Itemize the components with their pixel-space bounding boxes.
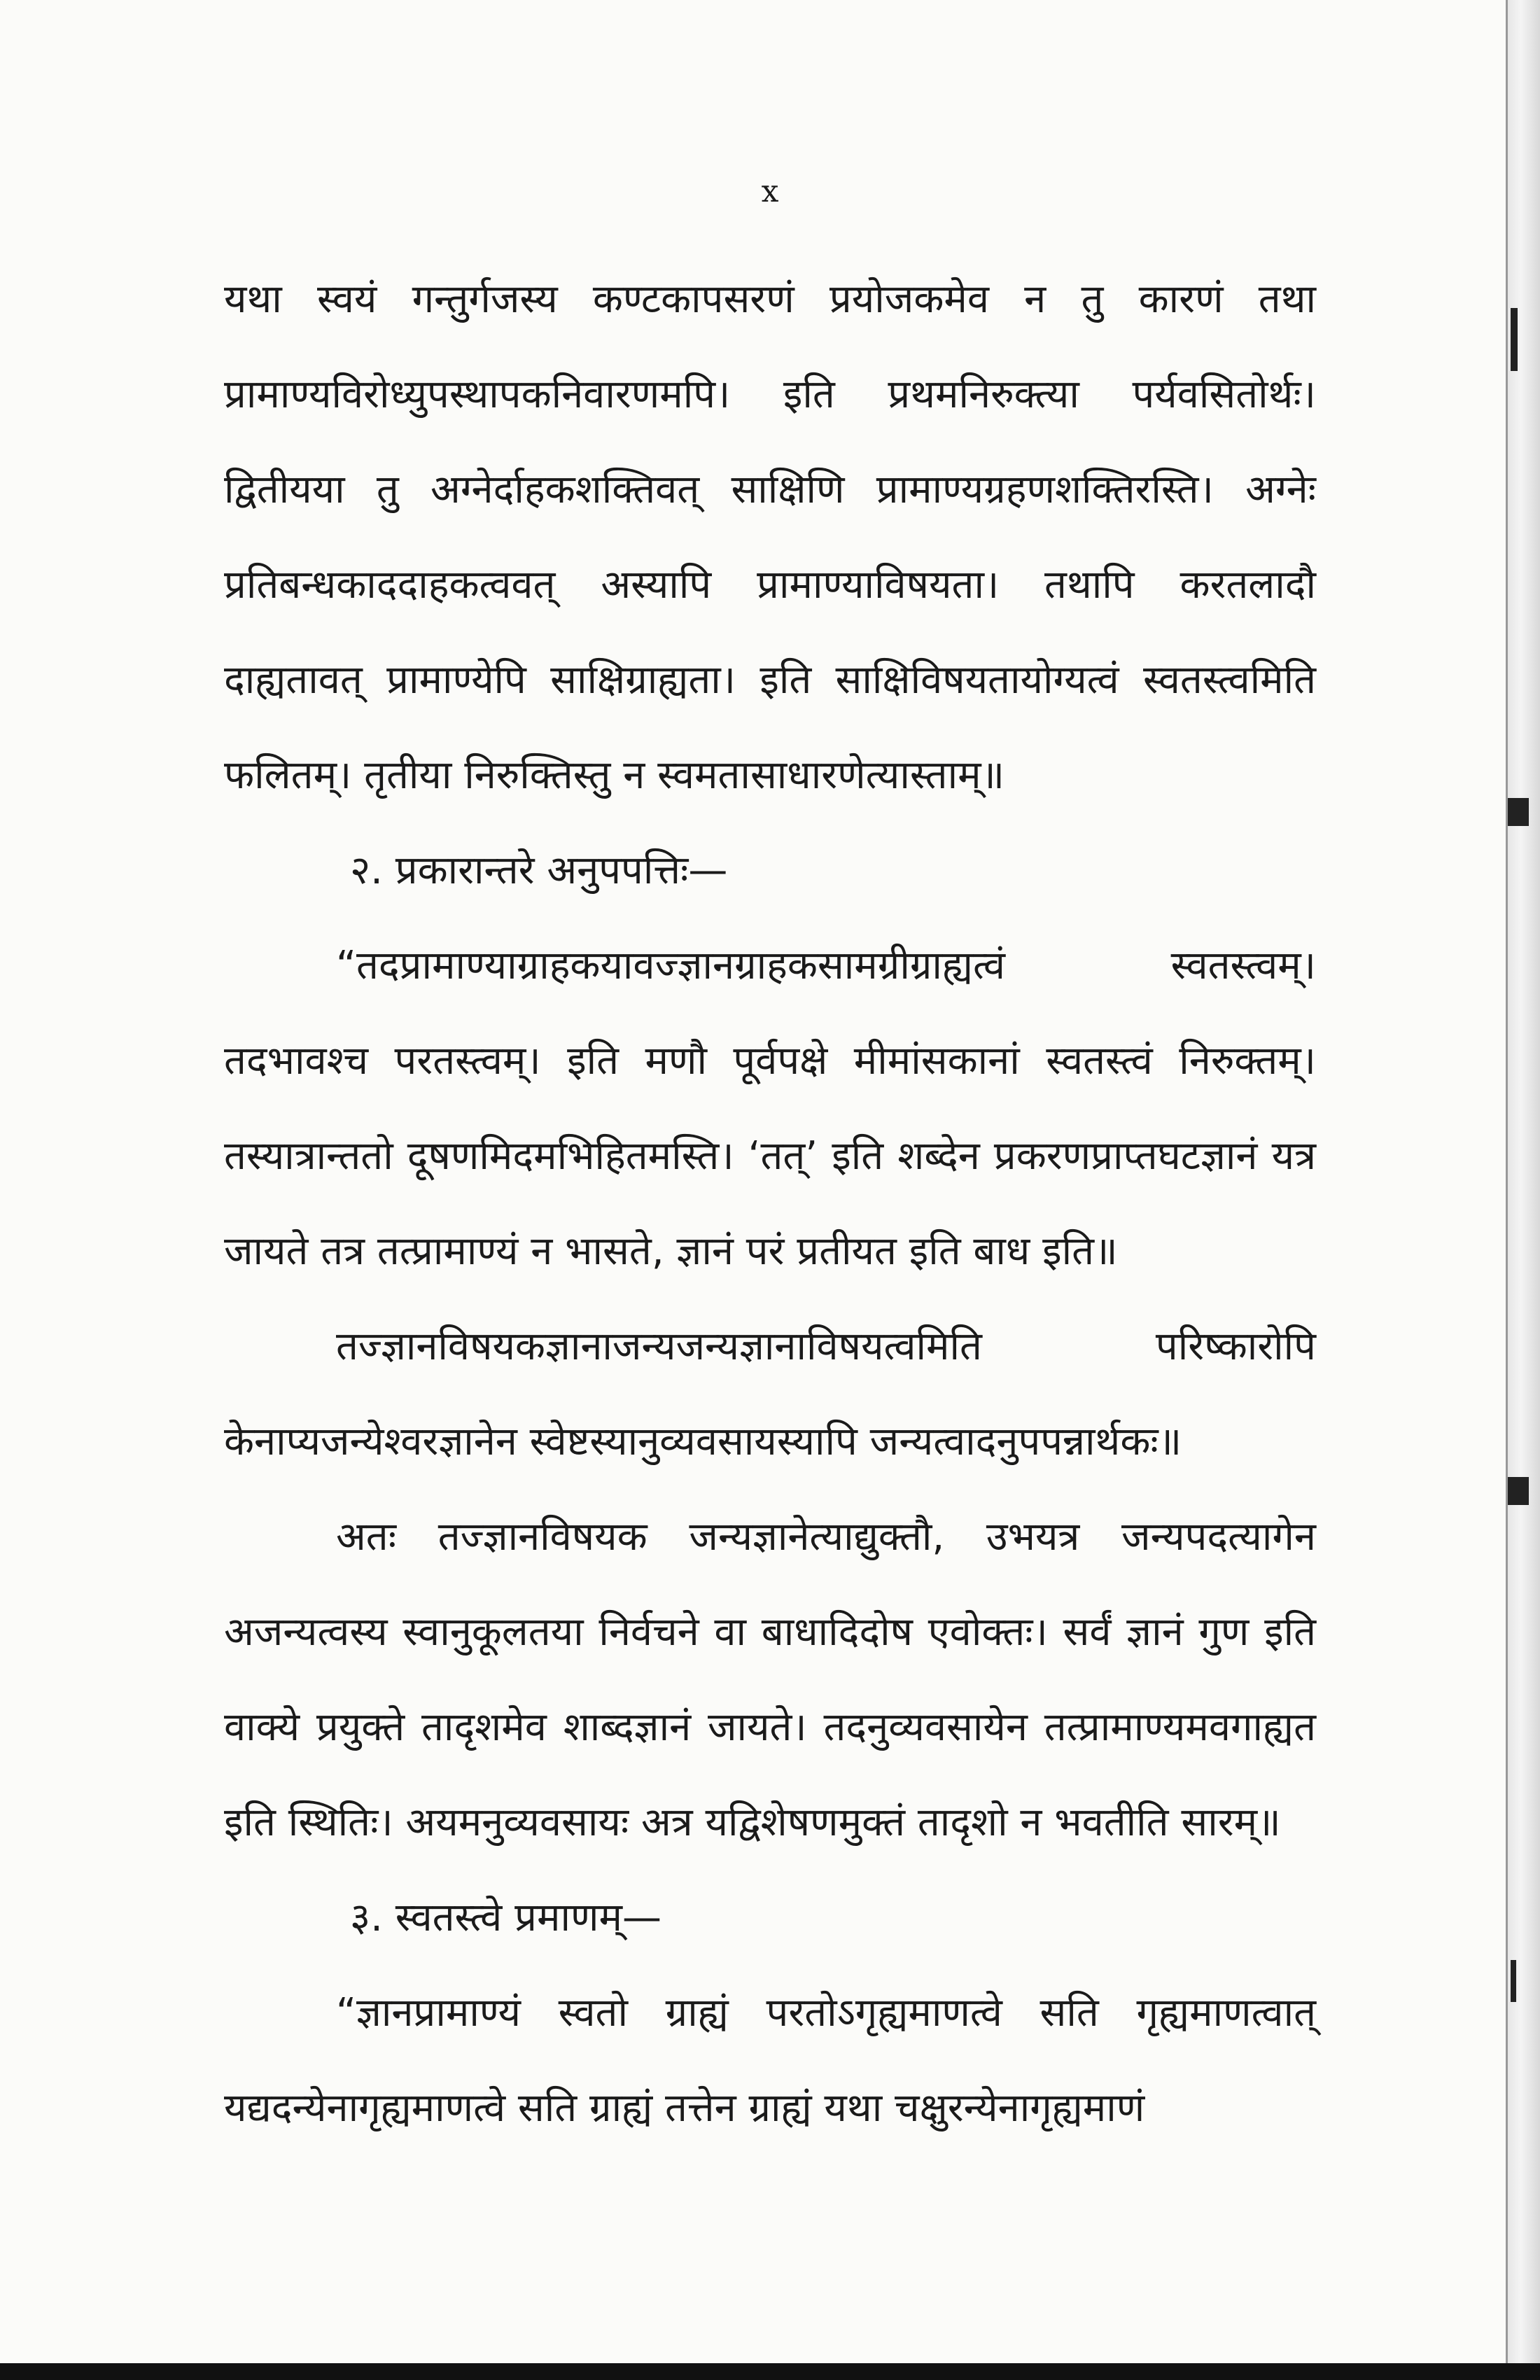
section-heading: २. प्रकारान्तरे अनुपपत्तिः— [350,848,728,893]
paragraph: “तदप्रामाण्याग्राहकयावज्ज्ञानग्राहकसामग्रीग्राह्यत्वं स्वतस्त्वम्। तदभावश्च परतस्त्वम्। इति मणौ पूर्वपक्षे मीमांसकानां स्वतस्त्वं निरुक्तम्। तस्यात्रान्ततो दूषणमिदमभिहितमस्ति। ‘तत्’ इति शब्देन प्रकरणप्राप्तघटज्ञानं यत्र जायते तत्र तत्प्रामाण्यं न भासते, ज्ञानं परं प्रतीयत इति बाध इति॥ [224,943,1316,1274]
paragraph: तज्ज्ञानविषयकज्ञानाजन्यजन्यज्ञानाविषयत्वमिति परिष्कारोपि केनाप्यजन्येश्वरज्ञानेन स्वेष्टस्यानुव्यवसायस्यापि जन्यत्वादनुपपन्नार्थकः॥ [224,1324,1316,1464]
page-binding-edge [1506,0,1540,2380]
binding-mark [1508,1477,1529,1505]
scan-bottom-edge [0,2363,1540,2380]
page-number: x [761,174,779,209]
binding-mark [1511,308,1518,371]
paragraph: यथा स्वयं गन्तुर्गजस्य कण्टकापसरणं प्रयोजकमेव न तु कारणं तथा प्रामाण्यविरोध्युपस्थापकनिवारणमपि। इति प्रथमनिरुक्त्या पर्यवसितोर्थः। द्वितीयया तु अग्नेर्दाहकशक्तिवत् साक्षिणि प्रामाण्यग्रहणशक्तिरस्ति। अग्नेः प्रतिबन्धकाददाहकत्ववत् अस्यापि प्रामाण्याविषयता। तथापि करतलादौ दाह्यतावत् प्रामाण्येपि साक्षिग्राह्यता। इति साक्षिविषयतायोग्यत्वं स्वतस्त्वमिति फलितम्। तृतीया निरुक्तिस्तु न स्वमतासाधारणेत्यास्ताम्॥ [224,276,1316,798]
paragraph: “ज्ञानप्रामाण्यं स्वतो ग्राह्यं परतोऽगृह्यमाणत्वे सति गृह्यमाणत्वात् यद्यदन्येनागृह्यमाणत्वे सति ग्राह्यं तत्तेन ग्राह्यं यथा चक्षुरन्येनागृह्यमाणं [224,1990,1316,2131]
paragraph: अतः तज्ज्ञानविषयक जन्यज्ञानेत्याद्युक्तौ, उभयत्र जन्यपदत्यागेन अजन्यत्वस्य स्वानुकूलतया निर्वचने वा बाधादिदोष एवोक्तः। सर्वं ज्ञानं गुण इति वाक्ये प्रयुक्ते तादृशमेव शाब्दज्ञानं जायते। तदनुव्यवसायेन तत्प्रामाण्यमवगाह्यत इति स्थितिः। अयमनुव्यवसायः अत्र यद्विशेषणमुक्तं तादृशो न भवतीति सारम्॥ [224,1514,1316,1845]
section-heading: ३. स्वतस्त्वे प्रमाणम्— [350,1895,662,1940]
binding-mark [1508,798,1529,826]
body-text [224,252,1316,2156]
binding-mark [1511,1960,1516,2002]
